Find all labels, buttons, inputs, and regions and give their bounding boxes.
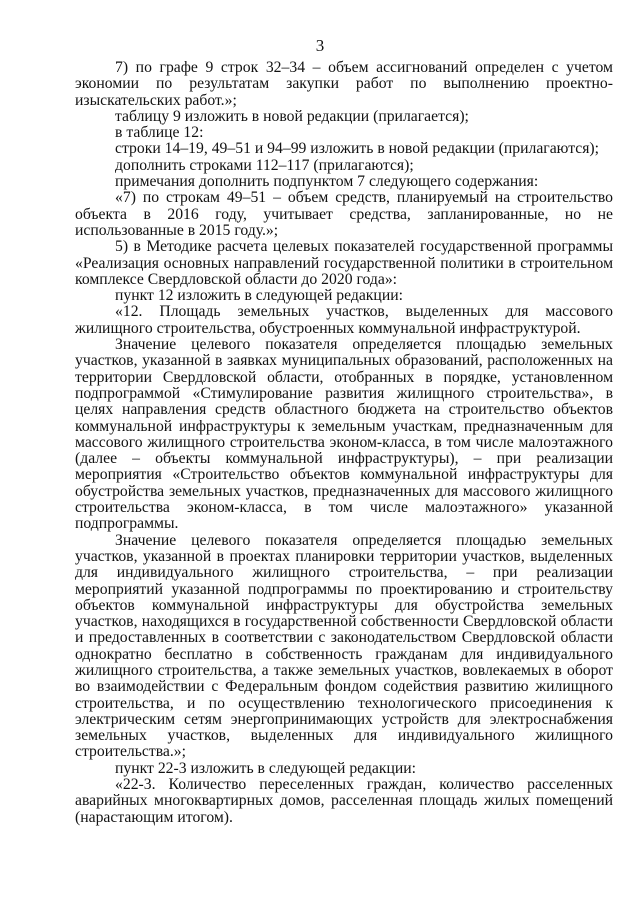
paragraph: пункт 12 изложить в следующей редакции: (115, 287, 403, 305)
paragraph: 5) в Методике расчета целевых показателей государственной программы «Реализация основных направлений государственной политики в строительном комплексе Свердловской области до 2020 года»: (75, 238, 613, 288)
page-number: 3 (315, 36, 325, 55)
paragraph: пункт 22-3 изложить в следующей редакции: (115, 759, 417, 777)
paragraph: Значение целевого показателя определяется площадью земельных участков, указанной в проектах планировки территории участков, выделенных для индивидуального жилищного строительства, – при реализации мероприятий указанной подпрограммы по проектированию и строительству объектов коммунальной инфраструктуры для обустройства земельных участков, находящихся в государственной собственности Свердловской области и предоставленных в соответствии с законодательством Свердловской области однократно бесплатно в собственность гражданам для индивидуального жилищного строительства, а также земельных участков, вовлекаемых в оборот во взаимодействии с Федеральным фондом содействия развитию жилищного строительства, и по осуществлению технологического присоединения к электрическим сетям энергопринимающих устройств для электроснабжения земельных участков, выделенных для индивидуального жилищного строительства.»; (75, 531, 613, 761)
paragraph: примечания дополнить подпунктом 7 следующего содержания: (115, 173, 539, 191)
paragraph: Значение целевого показателя определяется площадью земельных участков, указанной в заявках муниципальных образований, расположенных на территории Свердловской области, отобранных в порядке, установленном подпрограммой «Стимулирование развития жилищного строительства», в целях направления средств областного бюджета на строительство объектов коммунальной инфраструктуры к земельным участкам, предназначенным для массового жилищного строительства эконом-класса, в том числе малоэтажного (далее – объекты коммунальной инфраструктуры), – при реализации мероприятия «Строительство объектов коммунальной инфраструктуры для обустройства земельных участков, предназначенных для массового жилищного строительства эконом-класса, в том числе малоэтажного» указанной подпрограммы. (75, 336, 613, 533)
paragraph: «12. Площадь земельных участков, выделенных для массового жилищного строительства, обустроенных коммунальной инфраструктурой. (75, 303, 613, 337)
paragraph: в таблице 12: (115, 124, 204, 142)
paragraph: строки 14–19, 49–51 и 94–99 изложить в новой редакции (прилагаются); (115, 140, 600, 158)
paragraph: «7) по строкам 49–51 – объем средств, планируемый на строительство объекта в 2016 году, учитывает средства, запланированные, но не использованные в 2015 году.»; (75, 189, 613, 239)
paragraph: дополнить строками 112–117 (прилагаются); (115, 156, 414, 174)
paragraph: 7) по графе 9 строк 32–34 – объем ассигнований определен с учетом экономии по результатам закупки работ по выполнению проектно-изыскательских работ.»; (75, 59, 613, 109)
document-body (75, 60, 613, 826)
paragraph: таблицу 9 изложить в новой редакции (прилагается); (115, 107, 469, 125)
paragraph: «22-3. Количество переселенных граждан, количество расселенных аварийных многоквартирных домов, расселенная площадь жилых помещений (нарастающим итогом). (75, 776, 613, 826)
